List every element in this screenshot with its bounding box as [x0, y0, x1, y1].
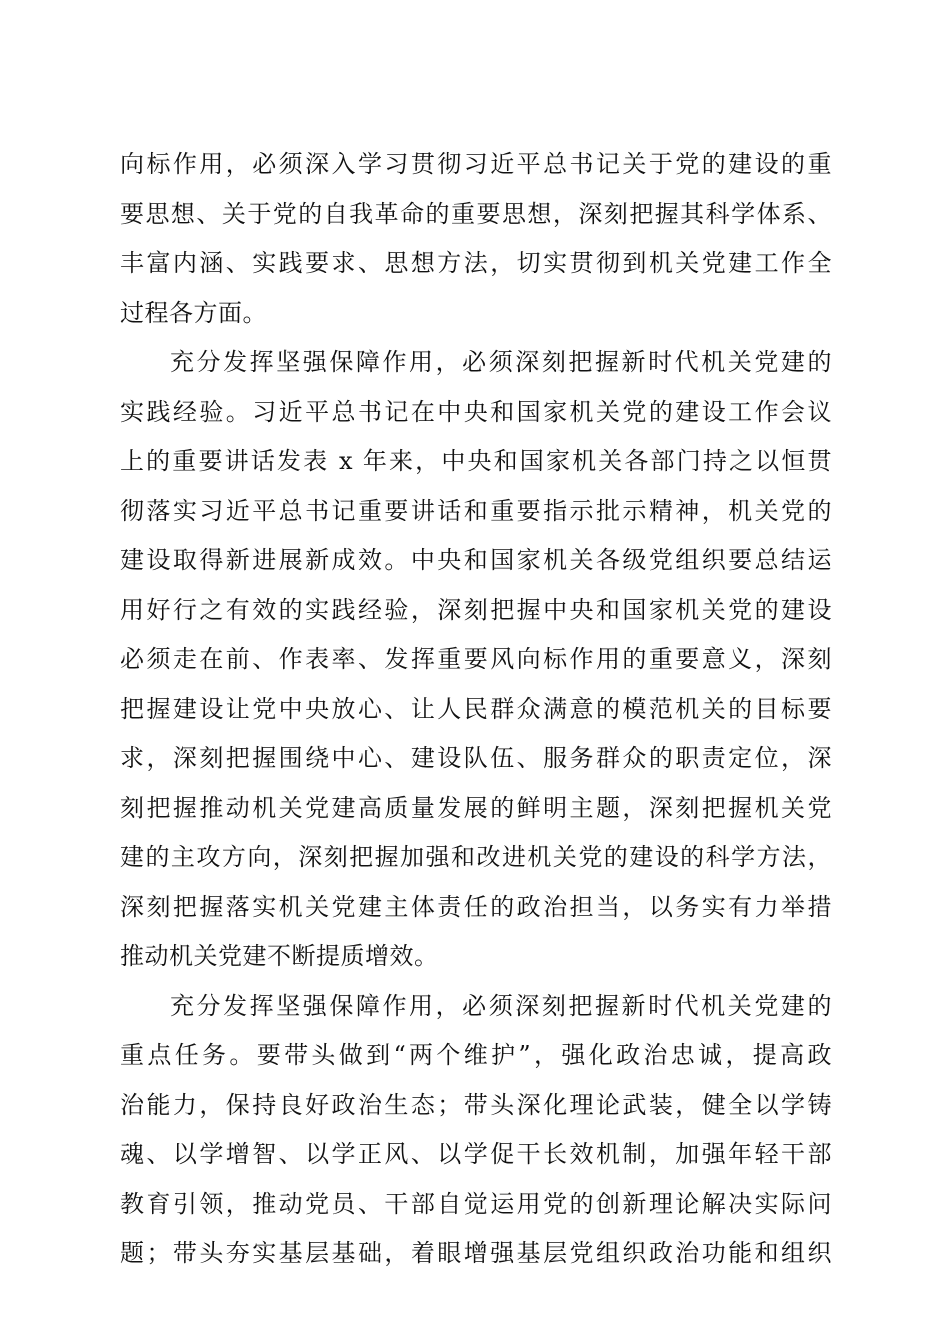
text-line: 治能力，保持良好政治生态；带头深化理论武装，健全以学铸: [120, 1090, 832, 1119]
text-line: 充分发挥坚强保障作用，必须深刻把握新时代机关党建的: [170, 348, 832, 376]
paragraph-1: [120, 140, 832, 338]
text-line: 深刻把握落实机关党建主体责任的政治担当，以务实有力举措: [120, 892, 832, 921]
text-line: 推动机关党建不断提质增效。: [120, 942, 439, 970]
text-line: 必须走在前、作表率、发挥重要风向标作用的重要意义，深刻: [120, 645, 832, 673]
text-line: 丰富内涵、实践要求、思想方法，切实贯彻到机关党建工作全: [120, 249, 832, 277]
text-line: 向标作用，必须深入学习贯彻习近平总书记关于党的建设的重: [120, 150, 832, 178]
text-line: 魂、以学增智、以学正风、以学促干长效机制，加强年轻干部: [120, 1140, 832, 1168]
paragraph-3: [120, 982, 832, 1279]
text-line: 实践经验。习近平总书记在中央和国家机关党的建设工作会议: [120, 397, 832, 426]
text-line: 要思想、关于党的自我革命的重要思想，深刻把握其科学体系、: [120, 199, 832, 228]
body-text: [120, 140, 832, 1279]
text-line: 建设取得新进展新成效。中央和国家机关各级党组织要总结运: [120, 546, 832, 574]
text-line: 用好行之有效的实践经验，深刻把握中央和国家机关党的建设: [120, 595, 832, 624]
text-line: 建的主攻方向，深刻把握加强和改进机关党的建设的科学方法，: [120, 843, 832, 871]
paragraph-2: [120, 338, 832, 982]
text-line: 题；带头夯实基层基础，着眼增强基层党组织政治功能和组织: [120, 1239, 832, 1267]
text-line: 上的重要讲话发表 x 年来，中央和国家机关各部门持之以恒贯: [120, 447, 832, 475]
text-line: 彻落实习近平总书记重要讲话和重要指示批示精神，机关党的: [120, 496, 832, 525]
text-line: 过程各方面。: [120, 298, 267, 327]
text-line: 教育引领，推动党员、干部自觉运用党的创新理论解决实际问: [120, 1189, 832, 1218]
text-line: 把握建设让党中央放心、让人民群众满意的模范机关的目标要: [120, 694, 832, 723]
text-line: 刻把握推动机关党建高质量发展的鲜明主题，深刻把握机关党: [120, 793, 832, 822]
text-line: 重点任务。要带头做到“两个维护”，强化政治忠诚，提高政: [120, 1041, 832, 1069]
text-line: 求，深刻把握围绕中心、建设队伍、服务群众的职责定位，深: [120, 744, 832, 772]
text-line: 充分发挥坚强保障作用，必须深刻把握新时代机关党建的: [170, 991, 832, 1020]
